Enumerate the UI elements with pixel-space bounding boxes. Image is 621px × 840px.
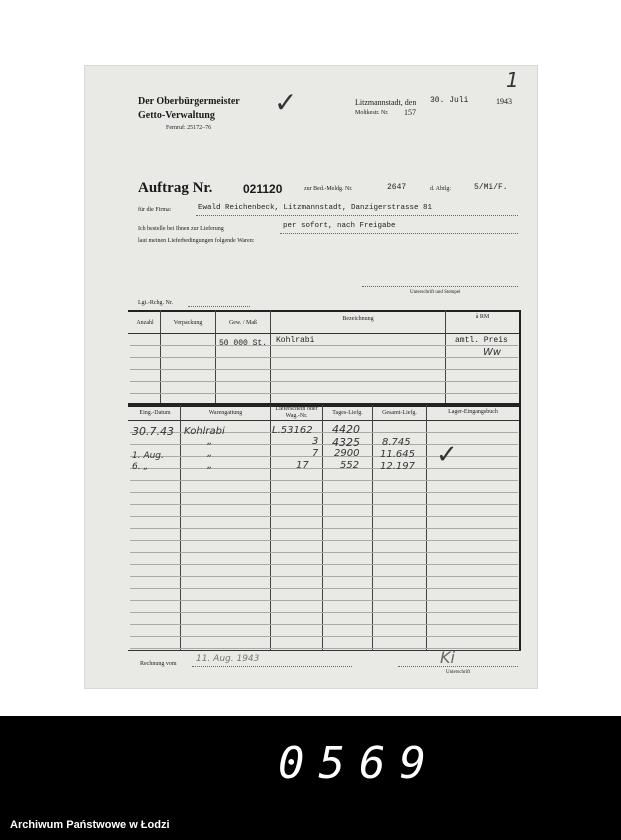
order-table-header-bottom: [128, 333, 520, 334]
corner-mark: 1: [506, 68, 519, 92]
order-header-price: à RM: [475, 314, 490, 320]
delivery-header-tages: Tages-Liefg.: [332, 410, 363, 416]
order-header-anzahl: Anzahl: [136, 320, 154, 326]
delivery-rule: [130, 552, 518, 553]
delivery-header-ware: Warengattung: [208, 410, 243, 416]
order-number: 021120: [243, 182, 283, 196]
footer-unterschrift: Unterschrift: [446, 670, 471, 675]
delivery-row-1-schein: L.53162: [272, 425, 313, 436]
delivery-row-2-schein: 3: [312, 436, 319, 447]
address-number: 157: [404, 108, 416, 117]
ref-label: zur Bed.-Meldg. Nr.: [304, 186, 353, 192]
delivery-row-1-date: 30.7.43: [132, 425, 174, 438]
rechnung-label: Rechnung vom: [140, 661, 177, 667]
order-table-top: [128, 310, 520, 312]
footer-signature-line: [398, 666, 518, 667]
delivery-row-4-tages: 552: [340, 460, 360, 471]
delivery-table-bottom: [128, 650, 521, 651]
delivery-label: Ich bestelle bei Ihnen zur Lieferung: [138, 226, 224, 232]
delivery-rule: [130, 612, 518, 613]
delivery-row-1-tages: 4420: [332, 423, 360, 436]
delivery-row-3-date: 1. Aug.: [132, 451, 164, 461]
delivery-rule: [130, 540, 518, 541]
lgt-label: Lgt.-Rchg. Nr.: [138, 300, 173, 306]
delivery-table-top: [128, 405, 520, 407]
delivery-rule: [130, 456, 518, 457]
delivery-rule: [130, 588, 518, 589]
rechnung-line: [192, 666, 352, 667]
order-header-verpackung: Verpackung: [173, 320, 203, 326]
authority-line-2: Getto-Verwaltung: [138, 110, 215, 121]
delivery-rule: [130, 444, 518, 445]
delivery-rule: [130, 492, 518, 493]
delivery-rule: [130, 600, 518, 601]
lgt-line: [188, 306, 250, 307]
date-value: 30. Juli: [430, 96, 469, 105]
delivery-header-date: Eing.-Datum: [139, 410, 171, 416]
check-mark-icon: ✓: [274, 86, 298, 119]
document-sheet: [85, 66, 537, 688]
delivery-rule: [130, 480, 518, 481]
delivery-value: per sofort, nach Freigabe: [283, 222, 396, 230]
delivery-row-1-ware: Kohlrabi: [184, 426, 225, 437]
delivery-check-mark-icon: ✓: [436, 440, 458, 470]
delivery-rule: [130, 516, 518, 517]
order-rule-5: [130, 393, 518, 394]
order-header-bezeichnung: Bezeichnung: [342, 316, 374, 322]
order-price-value: amtl. Preis: [455, 336, 508, 345]
delivery-row-3-ware: „: [207, 448, 213, 459]
order-rule-2: [130, 357, 518, 358]
dept-value: 5/Mi/F.: [474, 183, 508, 192]
delivery-row-2-gesamt: 8.745: [382, 437, 411, 448]
order-rule-4: [130, 381, 518, 382]
dept-label: d. Abtlg:: [430, 186, 452, 192]
delivery-row-3-gesamt: 11.645: [380, 449, 415, 460]
signature-line: [362, 286, 518, 287]
order-gew-value: 50 000 St.: [219, 339, 268, 348]
order-rule-3: [130, 369, 518, 370]
delivery-row-4-gesamt: 12.197: [380, 461, 415, 472]
frame-number: 0569: [278, 738, 440, 789]
order-bezeichnung-value: Kohlrabi: [276, 336, 315, 345]
firm-label: für die Firma:: [138, 207, 172, 213]
authority-line-1: Der Oberbürgermeister: [138, 96, 240, 107]
delivery-row-2-ware: „: [207, 436, 213, 447]
delivery-row-3-tages: 2900: [334, 448, 360, 459]
firm-line: [196, 215, 518, 216]
delivery-row-4-ware: „: [207, 460, 213, 471]
archive-caption: Archiwum Państwowe w Łodzi: [0, 810, 621, 840]
conditions-text: laut meinen Lieferbedingungen folgende Waren:: [138, 238, 255, 244]
delivery-rule: [130, 504, 518, 505]
delivery-rule: [130, 624, 518, 625]
year-value: 1943: [496, 97, 512, 106]
order-header-gew: Gew. / Maß: [228, 320, 258, 326]
delivery-rule: [130, 648, 518, 649]
rechnung-handwritten: 11. Aug. 1943: [196, 654, 260, 664]
delivery-header-schein: Lieferschein oder Wag.-Nr.: [275, 406, 318, 419]
delivery-rule: [130, 636, 518, 637]
footer-signature: Ki: [440, 648, 455, 667]
signature-caption: Unterschrift und Stempel: [410, 290, 461, 295]
delivery-rule: [130, 528, 518, 529]
address-label: Moltkestr. Nr.: [355, 110, 389, 116]
delivery-row-4-schein: 17: [296, 460, 309, 471]
delivery-rule: [130, 564, 518, 565]
delivery-line: [280, 233, 518, 234]
order-table-right-edge: [519, 310, 521, 405]
price-handwritten-mark: Ww: [483, 347, 502, 358]
delivery-row-2-tages: 4325: [332, 436, 360, 449]
delivery-rule: [130, 468, 518, 469]
delivery-row-3-schein: 7: [312, 448, 319, 459]
place-label: Litzmannstadt, den: [355, 98, 417, 107]
firm-value: Ewald Reichenbeck, Litzmannstadt, Danzigerstrasse 81: [198, 204, 433, 212]
ref-number: 2647: [387, 183, 407, 192]
delivery-table-right-edge: [519, 405, 521, 650]
order-title: Auftrag Nr.: [138, 180, 213, 196]
order-rule-1: [130, 345, 518, 346]
delivery-header-gesamt: Gesamt-Liefg.: [382, 410, 417, 416]
delivery-header-lager: Lager-Eingangsbuch: [448, 409, 498, 415]
delivery-rule: [130, 576, 518, 577]
delivery-table-header-bottom: [128, 420, 520, 421]
delivery-row-4-date: 6. „: [132, 462, 149, 472]
phone-number: Fernruf: 25172–76: [166, 125, 212, 131]
